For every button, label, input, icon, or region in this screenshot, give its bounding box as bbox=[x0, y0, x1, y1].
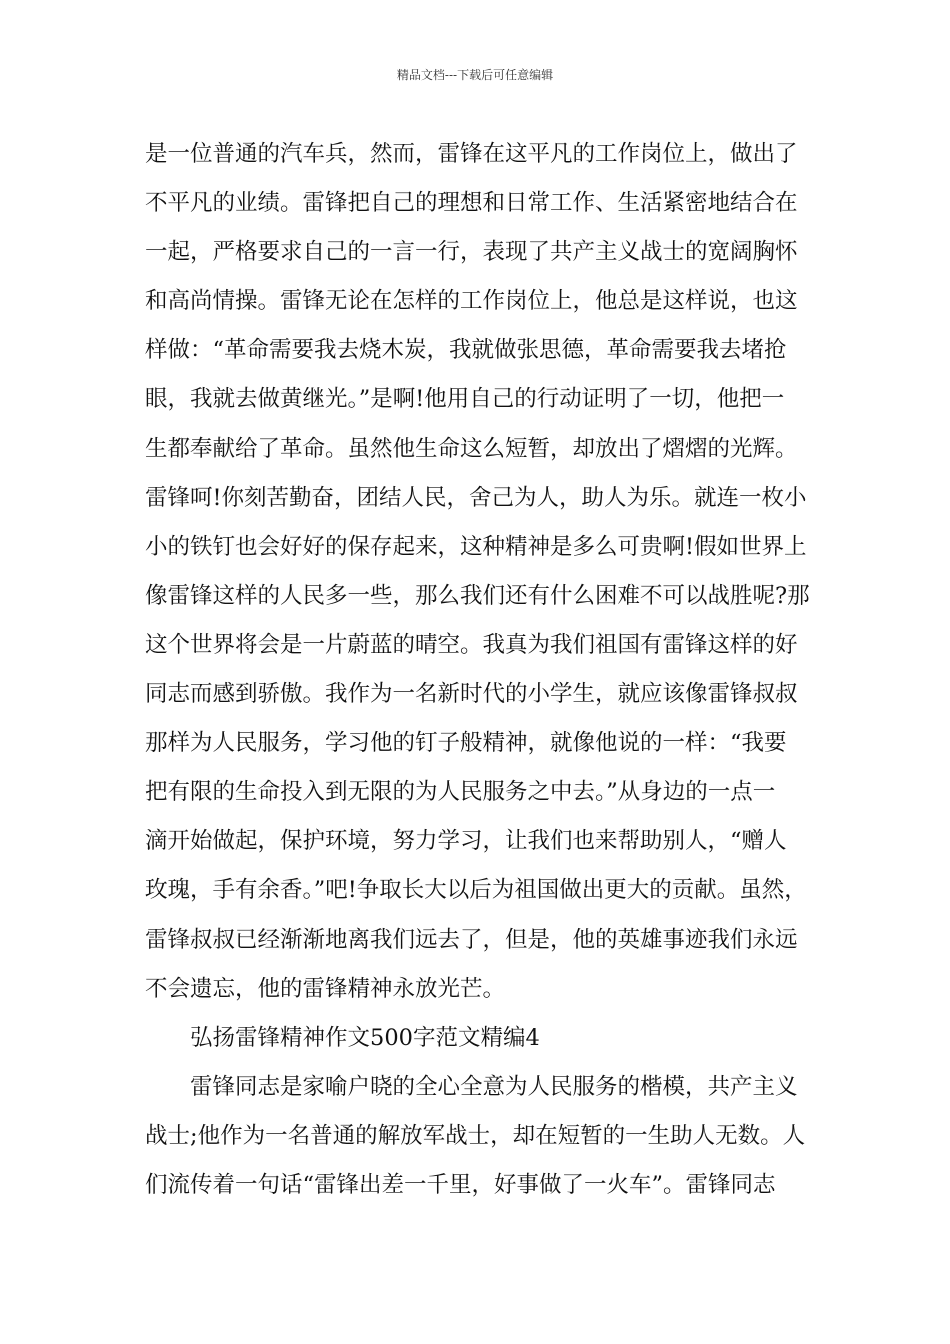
text-line: 把有限的生命投入到无限的为人民服务之中去。”从身边的一点一 bbox=[145, 779, 776, 806]
text-line: 一起，严格要求自己的一言一行，表现了共产主义战士的宽阔胸怀 bbox=[145, 239, 798, 266]
text-line: 和高尚情操。雷锋无论在怎样的工作岗位上，他总是这样说，也这 bbox=[145, 288, 798, 315]
text-line: 生都奉献给了革命。虽然他生命这么短暂，却放出了熠熠的光辉。 bbox=[145, 435, 798, 462]
text-line: 样做：“革命需要我去烧木炭，我就做张思德，革命需要我去堵抢 bbox=[145, 337, 787, 364]
page-header: 精品文档---下载后可任意编辑 bbox=[396, 68, 554, 82]
text-line: 滴开始做起，保护环境，努力学习，让我们也来帮助别人，“赠人 bbox=[145, 828, 787, 855]
text-line: 那样为人民服务，学习他的钉子般精神，就像他说的一样：“我要 bbox=[145, 730, 787, 757]
text-line: 不平凡的业绩。雷锋把自己的理想和日常工作、生活紧密地结合在 bbox=[145, 190, 798, 217]
text-line: 战士;他作为一名普通的解放军战士，却在短暂的一生助人无数。人 bbox=[145, 1122, 806, 1149]
text-line: 雷锋叔叔已经渐渐地离我们远去了，但是，他的英雄事迹我们永远 bbox=[145, 926, 798, 953]
section-heading: 弘扬雷锋精神作文500字范文精编4 bbox=[190, 1024, 540, 1051]
text-line: 是一位普通的汽车兵，然而，雷锋在这平凡的工作岗位上，做出了 bbox=[145, 141, 798, 167]
text-line: 雷锋呵!你刻苦勤奋，团结人民，舍己为人，助人为乐。就连一枚小 bbox=[145, 484, 807, 511]
text-line: 这个世界将会是一片蔚蓝的晴空。我真为我们祖国有雷锋这样的好 bbox=[145, 631, 798, 658]
text-line: 像雷锋这样的人民多一些，那么我们还有什么困难不可以战胜呢?那 bbox=[145, 582, 810, 609]
document-body bbox=[145, 130, 825, 1210]
text-line: 们流传着一句话“雷锋出差一千里，好事做了一火车”。雷锋同志 bbox=[145, 1171, 776, 1198]
text-line: 玫瑰，手有余香。”吧!争取长大以后为祖国做出更大的贡献。虽然， bbox=[145, 877, 807, 904]
paragraph-first-line: 雷锋同志是家喻户晓的全心全意为人民服务的楷模，共产主义 bbox=[190, 1073, 798, 1100]
text-line: 同志而感到骄傲。我作为一名新时代的小学生，就应该像雷锋叔叔 bbox=[145, 681, 798, 708]
text-line: 小的铁钉也会好好的保存起来，这种精神是多么可贵啊!假如世界上 bbox=[145, 533, 807, 560]
text-line: 眼，我就去做黄继光。”是啊!他用自己的行动证明了一切，他把一 bbox=[145, 386, 785, 413]
text-line: 不会遗忘，他的雷锋精神永放光芒。 bbox=[145, 975, 506, 1002]
